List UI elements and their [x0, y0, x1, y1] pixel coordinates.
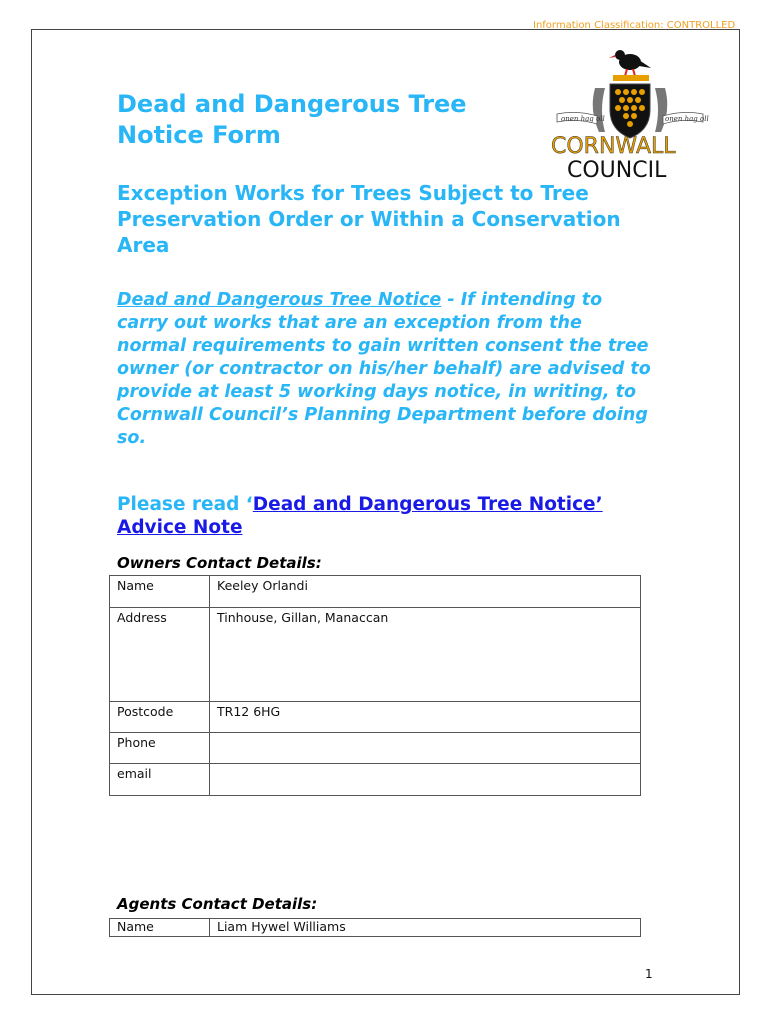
owner-address-field[interactable]: Tinhouse, Gillan, Manaccan: [210, 608, 641, 702]
owner-name-field[interactable]: Keeley Orlandi: [210, 576, 641, 608]
council-crest-icon: [547, 40, 712, 182]
owners-heading-part2: act Details:: [225, 554, 322, 572]
form-subtitle: Exception Works for Trees Subject to Tree Preservation Order or Within a Conservation Area: [117, 181, 621, 257]
field-label: email: [110, 764, 210, 796]
table-row: [110, 764, 641, 796]
field-label: Phone: [110, 733, 210, 764]
please-read-line: [117, 493, 637, 539]
field-label: Postcode: [110, 702, 210, 733]
agents-contact-table: [109, 918, 641, 937]
notice-body: - If intending to carry out works that are an exception from the normal requirements to gain written consent the tree owner (or contractor on his/her behalf) are advised to provide at least 5 working days notice, in writing, to Cornwall Council’s Planning Department before doing so.: [117, 290, 651, 448]
advice-note-link[interactable]: Dead and Dangerous Tree Notice’ Advice Note: [117, 494, 603, 538]
table-row: [110, 733, 641, 764]
field-label: Name: [110, 919, 210, 937]
svg-text:onen hag oll: onen hag oll: [665, 115, 709, 123]
owners-heading-part1: Owners Cont: [117, 554, 226, 572]
classification-label: Information Classification: CONTROLLED: [533, 20, 736, 31]
owner-email-field[interactable]: [210, 764, 641, 796]
logo-line1: CORNWALL: [551, 134, 676, 159]
owners-heading: [117, 554, 322, 572]
field-label: Address: [110, 608, 210, 702]
table-row: [110, 702, 641, 733]
table-row: [110, 608, 641, 702]
table-row: [110, 576, 641, 608]
logo-line2: COUNCIL: [567, 158, 667, 182]
owners-contact-table: [109, 575, 641, 796]
agents-heading: Agents Contact Details:: [117, 895, 318, 913]
agent-name-field[interactable]: Liam Hywel Williams: [210, 919, 641, 937]
notice-title-link: Dead and Dangerous Tree Notice: [117, 290, 442, 310]
notice-paragraph: [117, 289, 657, 450]
owner-postcode-field[interactable]: TR12 6HG: [210, 702, 641, 733]
table-row: [110, 919, 641, 937]
page-number: 1: [645, 967, 653, 981]
owner-phone-field[interactable]: [210, 733, 641, 764]
form-title: Dead and Dangerous Tree Notice Form: [117, 90, 467, 149]
cornwall-council-logo: [547, 40, 712, 182]
please-read-prefix: Please read ‘: [117, 494, 253, 515]
field-label: Name: [110, 576, 210, 608]
svg-text:onen hag oll: onen hag oll: [561, 115, 605, 123]
